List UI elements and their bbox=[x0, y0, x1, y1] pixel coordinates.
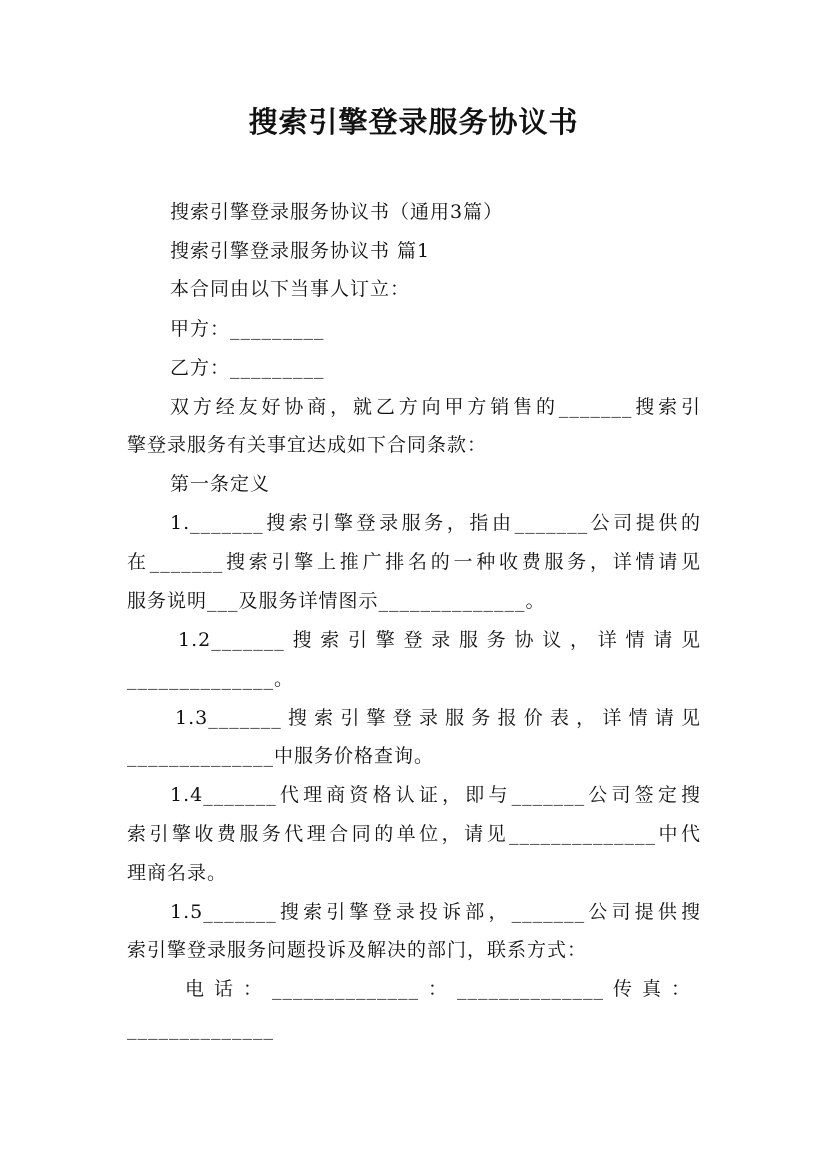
text-line: 搜索引擎登录服务协议书（通用3篇） bbox=[170, 201, 504, 223]
text-line: 1.3_______搜索引擎登录服务报价表，详情请见 bbox=[175, 707, 701, 729]
text-line: ______________。 bbox=[127, 668, 295, 690]
text-line: 本合同由以下当事人订立： bbox=[170, 278, 411, 300]
text-line: 索引擎收费服务代理合同的单位，请见______________中代 bbox=[127, 823, 701, 845]
text-line: 1.2_______搜索引擎登录服务协议，详情请见 bbox=[178, 629, 701, 651]
text-line: 服务说明___及服务详情图示______________。 bbox=[127, 590, 546, 612]
text-line: 擎登录服务有关事宜达成如下合同条款： bbox=[127, 434, 488, 456]
text-line: 理商名录。 bbox=[127, 862, 228, 884]
text-line: 在_______搜索引擎上推广排名的一种收费服务，详情请见 bbox=[127, 551, 701, 573]
text-line: 1.4_______代理商资格认证，即与_______公司签定搜 bbox=[170, 784, 701, 806]
text-line: 1._______搜索引擎登录服务，指由_______公司提供的 bbox=[170, 512, 701, 534]
document-title: 搜索引擎登录服务协议书 bbox=[248, 105, 579, 139]
text-line: 双方经友好协商，就乙方向甲方销售的_______搜索引 bbox=[170, 396, 701, 418]
text-line: 第一条定义 bbox=[170, 473, 271, 495]
text-line: 1.5_______搜索引擎登录投诉部，_______公司提供搜 bbox=[170, 901, 701, 923]
text-line: 搜索引擎登录服务协议书 篇1 bbox=[170, 240, 431, 262]
text-line: ______________中服务价格查询。 bbox=[127, 745, 435, 767]
text-line: ______________ bbox=[127, 1018, 274, 1040]
text-line: 索引擎登录服务问题投诉及解决的部门，联系方式： bbox=[127, 939, 588, 961]
text-line: 甲方：_________ bbox=[170, 318, 325, 340]
text-line: 电话：______________：______________传真： bbox=[185, 978, 691, 1000]
text-line: 乙方：_________ bbox=[170, 357, 325, 379]
